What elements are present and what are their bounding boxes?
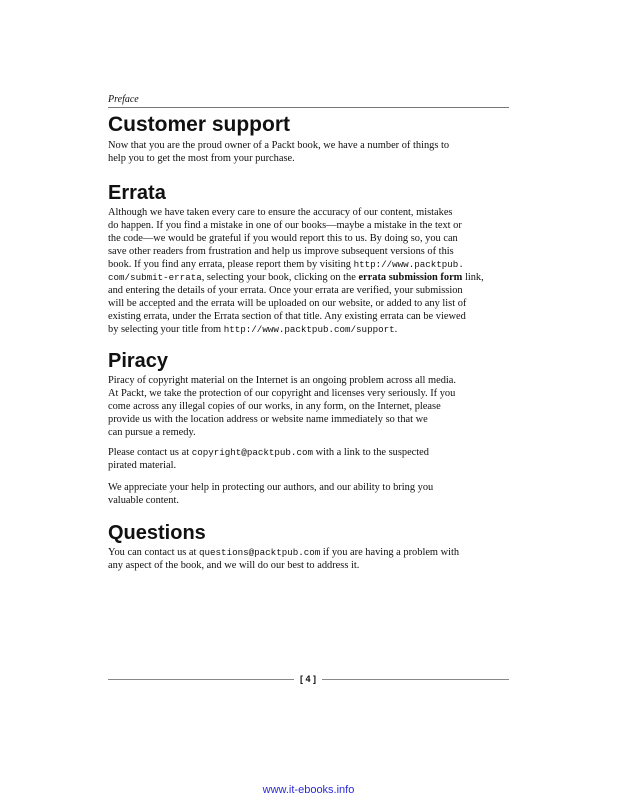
customer-support-heading: Customer support — [108, 113, 291, 136]
text-line: come across any illegal copies of our works, in any form, on the Internet, please — [108, 401, 441, 412]
watermark-link[interactable]: www.it-ebooks.info — [262, 784, 355, 796]
text-line: will be accepted and the errata will be uploaded on our website, or added to any list of — [108, 298, 467, 309]
piracy-heading: Piracy — [108, 350, 169, 372]
text-line: help you to get the most from your purchase. — [108, 153, 295, 164]
errata-heading: Errata — [108, 182, 166, 204]
text-line: can pursue a remedy. — [108, 427, 196, 438]
text-line: At Packt, we take the protection of our copyright and licenses very seriously. If you — [108, 388, 456, 399]
running-header: Preface — [108, 94, 509, 108]
text-line: Please contact us at copyright@packtpub.com with a link to the suspected — [108, 447, 429, 458]
footer-rule-left — [108, 679, 294, 680]
text-line: book. If you find any errata, please report them by visiting http://www.packtpub. — [108, 259, 464, 270]
piracy-paragraph-1 — [108, 374, 509, 439]
text-line: We appreciate your help in protecting our authors, and our ability to bring you — [108, 482, 434, 493]
footer-rule-right — [322, 679, 509, 680]
text-line: the code—we would be grateful if you would report this to us. By doing so, you can — [108, 233, 458, 244]
text-line: valuable content. — [108, 495, 179, 506]
errata-url-part1[interactable]: http://www.packtpub. — [353, 259, 464, 270]
text-line: and entering the details of your errata. Once your errata are verified, your submission — [108, 285, 463, 296]
text-line: pirated material. — [108, 460, 177, 471]
errata-form-link-text: errata submission form — [358, 272, 463, 283]
text-line: Piracy of copyright material on the Internet is an ongoing problem across all media. — [108, 375, 456, 386]
text-line: com/submit-errata, selecting your book, clicking on the errata submission form link, — [108, 272, 484, 283]
text-line: You can contact us at questions@packtpub.com if you are having a problem with — [108, 547, 460, 558]
text-line: provide us with the location address or website name immediately so that we — [108, 414, 428, 425]
errata-paragraph — [108, 206, 509, 336]
customer-support-paragraph — [108, 139, 509, 165]
text-line: existing errata, under the Errata section of that title. Any existing errata can be viewed — [108, 311, 466, 322]
text-line: any aspect of the book, and we will do our best to address it. — [108, 560, 360, 571]
text-line: Now that you are the proud owner of a Packt book, we have a number of things to — [108, 140, 450, 151]
questions-paragraph — [108, 546, 509, 572]
page-number: [ 4 ] — [299, 674, 316, 684]
text-line: save other readers from frustration and help us improve subsequent versions of this — [108, 246, 454, 257]
questions-email[interactable]: questions@packtpub.com — [199, 547, 321, 558]
errata-url-part2[interactable]: com/submit-errata — [108, 272, 202, 283]
text-line: do happen. If you find a mistake in one of our books—maybe a mistake in the text or — [108, 220, 462, 231]
piracy-paragraph-2 — [108, 446, 509, 472]
text-line: Although we have taken every care to ensure the accuracy of our content, mistakes — [108, 207, 453, 218]
copyright-email[interactable]: copyright@packtpub.com — [191, 447, 313, 458]
support-url[interactable]: http://www.packtpub.com/support — [223, 324, 395, 335]
piracy-paragraph-3 — [108, 481, 509, 507]
questions-heading: Questions — [108, 522, 206, 544]
text-line: by selecting your title from http://www.packtpub.com/support. — [108, 324, 398, 335]
